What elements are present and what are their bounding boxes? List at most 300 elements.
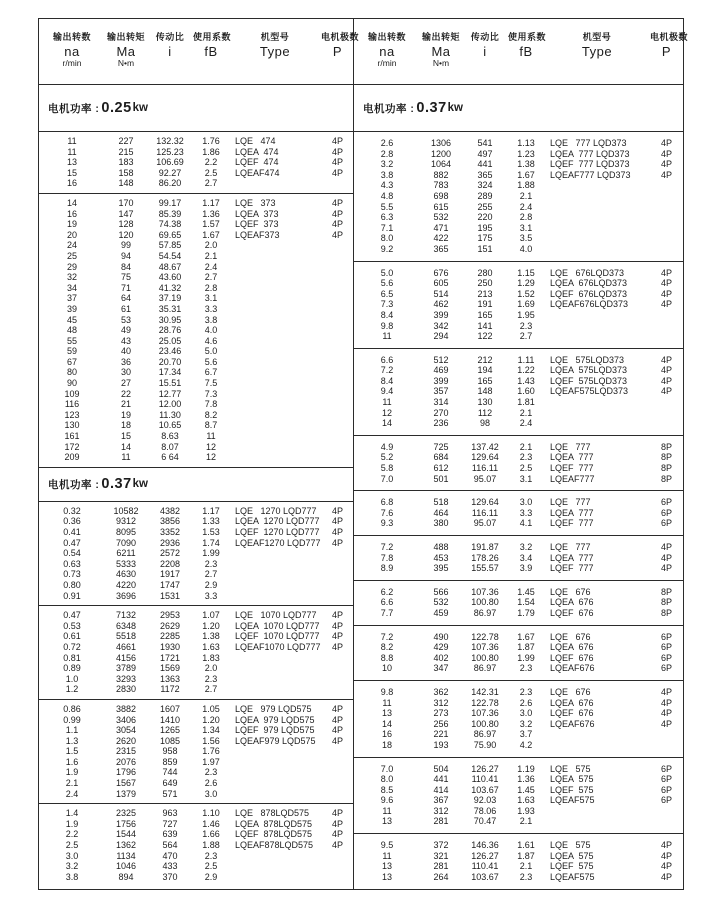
cell-service-factor: 1.69 [517, 299, 535, 310]
cell-type [229, 251, 321, 262]
cell-service-factor: 1.17 [202, 197, 220, 208]
cell-ratio: 110.41 [471, 861, 499, 872]
cell-output-speed: 14 [381, 418, 392, 429]
cell-poles [321, 569, 354, 580]
table-row [354, 497, 683, 508]
cell-output-speed: 1.1 [65, 725, 79, 736]
cell-output-speed: 16 [66, 178, 77, 189]
table-row [39, 642, 353, 653]
cell-type: LQE 777 [550, 542, 591, 552]
cell-service-factor: 1.15 [517, 267, 535, 278]
cell-service-factor: 1.36 [517, 774, 535, 785]
cell-type: LQE 777 [550, 441, 591, 452]
cell-ratio: 23.46 [158, 346, 182, 357]
cell-ratio: 107.36 [471, 586, 499, 597]
cell-service-factor: 2.1 [204, 250, 218, 261]
cell-poles: 6P [660, 652, 672, 663]
cell-type: LQE 474 [235, 136, 276, 146]
cell-poles: 4P [660, 365, 672, 376]
cell-type: LQEA 777 [550, 507, 594, 518]
cell-ratio: 1721 [159, 652, 181, 663]
cell-poles [321, 684, 354, 695]
cell-ratio: 2208 [159, 558, 181, 569]
cell-ratio: 441 [477, 159, 493, 170]
header-symbol: P [332, 44, 343, 59]
cell-type: LQEAF676LQD373 [550, 299, 629, 310]
cell-service-factor: 1.10 [202, 808, 220, 819]
cell-type: LQEA 878LQD575 [235, 818, 313, 829]
cell-output-speed: 0.32 [63, 505, 81, 516]
cell-output-torque: 61 [120, 303, 131, 314]
cell-ratio: 28.76 [158, 325, 182, 336]
cell-type: LQE 575 [550, 840, 591, 851]
cell-output-torque: 615 [433, 201, 449, 212]
cell-ratio: 107.36 [471, 642, 499, 653]
cell-output-torque: 3789 [115, 663, 137, 674]
cell-output-torque: 14 [120, 441, 131, 452]
cell-service-factor: 4.0 [519, 243, 533, 254]
cell-poles [321, 262, 354, 273]
cell-poles [650, 740, 683, 751]
cell-service-factor: 4.2 [519, 739, 533, 750]
cell-type [229, 346, 321, 357]
cell-service-factor: 1.95 [517, 309, 535, 320]
cell-output-speed: 4.9 [380, 441, 394, 452]
cell-ratio: 142.31 [471, 686, 499, 697]
cell-ratio: 122.78 [471, 697, 499, 708]
cell-output-torque: 469 [433, 365, 449, 376]
cell-output-speed: 209 [64, 452, 80, 463]
cell-output-speed: 37 [66, 293, 77, 304]
cell-ratio: 649 [162, 778, 178, 789]
cell-output-speed: 18 [381, 739, 392, 750]
cell-poles: 8P [660, 607, 672, 618]
data-block [354, 436, 683, 491]
cell-output-torque: 8095 [115, 527, 137, 537]
cell-service-factor: 1.81 [517, 397, 535, 408]
cell-type: LQEAF575LQD373 [550, 386, 629, 397]
cell-type [544, 321, 650, 332]
cell-output-speed: 16 [381, 729, 392, 740]
cell-type: LQEA 777 [550, 552, 594, 563]
header-cell-fb [508, 30, 547, 84]
cell-ratio: 15.51 [158, 378, 182, 389]
table-row [354, 223, 683, 234]
cell-output-speed: 29 [66, 261, 77, 272]
table-row [39, 746, 353, 757]
cell-output-speed: 1.9 [65, 767, 79, 778]
cell-output-torque: 4661 [115, 641, 137, 652]
cell-output-speed: 7.1 [380, 222, 394, 233]
table-row [354, 170, 683, 181]
cell-poles [321, 272, 354, 283]
cell-ratio: 365 [477, 169, 493, 180]
cell-output-torque: 215 [118, 146, 134, 157]
cell-output-torque: 19 [120, 409, 131, 420]
table-row [39, 325, 353, 336]
cell-ratio: 85.39 [158, 208, 182, 219]
cell-service-factor: 2.4 [519, 201, 533, 212]
cell-ratio: 148 [477, 386, 493, 397]
cell-output-speed: 1.6 [65, 756, 79, 767]
cell-ratio: 195 [477, 222, 493, 233]
cell-ratio: 255 [477, 201, 493, 212]
header-cell-ma [105, 30, 147, 84]
table-row [39, 653, 353, 664]
cell-ratio: 1930 [159, 641, 181, 652]
table-row [354, 452, 683, 463]
cell-output-torque: 532 [433, 597, 449, 608]
cell-ratio: 212 [477, 354, 493, 365]
cell-poles [321, 789, 354, 800]
cell-output-speed: 172 [64, 441, 80, 452]
cell-service-factor: 1.61 [517, 840, 535, 851]
cell-output-speed: 11 [382, 331, 392, 342]
cell-poles: 6P [660, 774, 672, 785]
header-symbol: na [64, 44, 80, 59]
cell-output-torque: 518 [433, 497, 449, 508]
table-row [39, 357, 353, 368]
cell-type [229, 442, 321, 453]
cell-type: LQEAF373 [235, 229, 280, 240]
cell-poles: 6P [660, 795, 672, 806]
cell-ratio: 48.67 [158, 261, 182, 272]
cell-ratio: 107.36 [471, 708, 499, 719]
cell-output-torque: 99 [120, 240, 131, 251]
table-row [354, 840, 683, 851]
cell-output-torque: 1567 [115, 778, 137, 789]
table-row [354, 816, 683, 827]
cell-type: LQEF 575 [550, 861, 594, 872]
cell-output-speed: 3.2 [65, 861, 79, 872]
cell-output-torque: 2830 [115, 684, 137, 695]
table-row [354, 653, 683, 664]
table-row [354, 785, 683, 796]
data-block [354, 132, 683, 262]
cell-service-factor: 1.19 [517, 763, 535, 774]
table-row [39, 410, 353, 421]
cell-poles [321, 746, 354, 757]
data-block [354, 681, 683, 758]
cell-output-torque: 221 [433, 729, 449, 740]
motor-power-band [39, 468, 353, 502]
cell-type [229, 580, 321, 591]
cell-service-factor: 3.2 [519, 718, 533, 729]
cell-type: LQEA 1070 LQD777 [235, 620, 320, 631]
motor-power-value: 0.37 [416, 100, 447, 116]
table-row [354, 740, 683, 751]
cell-output-torque: 1796 [115, 767, 137, 778]
cell-ratio: 191.87 [471, 542, 499, 552]
cell-output-speed: 1.0 [65, 673, 79, 684]
table-row [354, 310, 683, 321]
cell-poles: 4P [331, 641, 343, 652]
header-cn-label: 输出转矩 [106, 32, 145, 42]
cell-type: LQEA 676LQD373 [550, 278, 628, 289]
cell-service-factor: 3.2 [519, 542, 533, 552]
cell-poles [321, 653, 354, 664]
cell-service-factor: 3.8 [204, 314, 218, 325]
table-row [354, 376, 683, 387]
cell-poles: 4P [660, 718, 672, 729]
header-cell-na [354, 30, 420, 84]
table-row [39, 420, 353, 431]
header-cn-label: 传动比 [470, 32, 500, 42]
cell-type: LQEA 575 [550, 850, 594, 861]
table-row [39, 272, 353, 283]
cell-service-factor: 1.43 [517, 375, 535, 386]
cell-output-torque: 399 [433, 309, 449, 320]
cell-service-factor: 1.87 [517, 850, 535, 861]
cell-output-speed: 7.0 [380, 473, 394, 484]
cell-poles [650, 202, 683, 213]
cell-type: LQEAF575 [550, 795, 595, 806]
table-row [39, 736, 353, 747]
cell-service-factor: 1.52 [517, 288, 535, 299]
cell-type [544, 202, 650, 213]
table-row [354, 233, 683, 244]
cell-ratio: 137.42 [471, 441, 499, 452]
table-row [39, 136, 353, 147]
cell-output-speed: 2.1 [65, 778, 79, 789]
table-row [39, 569, 353, 580]
cell-service-factor: 1.38 [517, 159, 535, 170]
cell-service-factor: 1.38 [202, 631, 220, 642]
cell-output-torque: 7090 [115, 537, 137, 548]
cell-output-speed: 7.2 [380, 631, 394, 642]
table-row [39, 861, 353, 872]
cell-output-torque: 7132 [115, 610, 137, 621]
cell-ratio: 116.11 [471, 507, 499, 518]
cell-output-torque: 1756 [115, 818, 137, 829]
cell-ratio: 564 [162, 840, 178, 851]
cell-output-speed: 13 [381, 861, 392, 872]
cell-output-torque: 402 [433, 652, 449, 663]
table-row [354, 397, 683, 408]
table-row [354, 463, 683, 474]
cell-type: LQEAF1270 LQD777 [235, 537, 321, 548]
cell-service-factor: 1.34 [202, 725, 220, 736]
cell-type [544, 408, 650, 419]
cell-type: LQEA 676 [550, 597, 594, 608]
cell-ratio: 220 [477, 212, 493, 223]
cell-output-torque: 684 [433, 452, 449, 463]
cell-poles [321, 389, 354, 400]
cell-poles: 4P [331, 818, 343, 829]
cell-service-factor: 3.9 [519, 563, 533, 574]
cell-service-factor: 2.3 [204, 767, 218, 778]
cell-service-factor: 1.13 [517, 138, 535, 148]
cell-service-factor: 2.8 [204, 282, 218, 293]
cell-poles [321, 304, 354, 315]
header-cell-p [650, 30, 689, 84]
cell-poles [321, 674, 354, 685]
cell-type: LQEA 979 LQD575 [235, 714, 315, 725]
cell-service-factor: 1.20 [202, 714, 220, 725]
cell-output-speed: 12 [381, 407, 392, 418]
cell-service-factor: 7.8 [204, 399, 218, 410]
cell-service-factor: 1.79 [517, 607, 535, 618]
cell-poles: 4P [331, 219, 343, 230]
data-block [39, 804, 353, 886]
cell-service-factor: 7.5 [204, 378, 218, 389]
cell-service-factor: 1.66 [202, 829, 220, 840]
cell-output-speed: 2.5 [65, 840, 79, 851]
cell-service-factor: 1.53 [202, 527, 220, 537]
cell-output-torque: 321 [433, 850, 449, 861]
cell-type: LQE 878LQD575 [235, 808, 310, 819]
cell-poles [650, 310, 683, 321]
cell-service-factor: 1.99 [517, 652, 535, 663]
cell-output-torque: 94 [120, 250, 131, 261]
cell-ratio: 99.17 [158, 197, 182, 208]
motor-power-label: 电机功率 : [363, 102, 415, 115]
header-cell-i [147, 30, 193, 84]
cell-type [229, 283, 321, 294]
cell-ratio: 859 [162, 756, 178, 767]
table-row [354, 299, 683, 310]
cell-poles: 4P [331, 631, 343, 642]
cell-output-torque: 6211 [116, 548, 136, 559]
table-row [39, 580, 353, 591]
cell-output-speed: 80 [66, 367, 77, 378]
cell-output-speed: 3.8 [380, 169, 394, 180]
cell-ratio: 17.34 [158, 367, 182, 378]
cell-type [229, 591, 321, 602]
cell-poles: 4P [331, 840, 343, 851]
cell-output-speed: 0.47 [63, 537, 81, 548]
table-row [39, 304, 353, 315]
cell-service-factor: 5.6 [204, 356, 218, 367]
cell-service-factor: 1.63 [517, 795, 535, 806]
motor-power-label: 电机功率 : [48, 478, 100, 491]
cell-service-factor: 2.3 [519, 871, 533, 882]
cell-output-torque: 612 [433, 463, 449, 474]
cell-type [229, 757, 321, 768]
cell-service-factor: 1.76 [202, 746, 220, 757]
cell-type: LQEA 777 [550, 452, 594, 463]
cell-type: LQEF 1270 LQD777 [235, 527, 320, 537]
cell-output-speed: 0.89 [63, 663, 81, 674]
table-row [39, 715, 353, 726]
table-row [39, 631, 353, 642]
cell-ratio: 141 [477, 320, 493, 331]
cell-ratio: 280 [477, 267, 493, 278]
cell-service-factor: 1.57 [202, 219, 220, 230]
cell-poles [321, 410, 354, 421]
cell-type: LQEF 676LQD373 [550, 288, 628, 299]
cell-output-torque: 84 [120, 261, 131, 272]
table-row [39, 198, 353, 209]
cell-output-speed: 0.53 [63, 620, 81, 631]
cell-poles: 4P [660, 850, 672, 861]
cell-output-speed: 7.6 [380, 507, 394, 518]
table-row [354, 729, 683, 740]
cell-output-torque: 365 [433, 243, 449, 254]
cell-service-factor: 4.6 [204, 335, 218, 346]
table-row [354, 212, 683, 223]
cell-poles [321, 591, 354, 602]
cell-output-torque: 347 [433, 663, 449, 674]
cell-poles [321, 283, 354, 294]
cell-ratio: 541 [477, 138, 493, 148]
header-cell-ma [420, 30, 462, 84]
cell-ratio: 86.97 [473, 663, 497, 674]
cell-type [229, 178, 321, 189]
cell-output-speed: 9.6 [380, 795, 394, 806]
cell-output-torque: 725 [433, 441, 449, 452]
cell-ratio: 54.54 [158, 250, 182, 261]
table-row [39, 663, 353, 674]
cell-poles: 6P [660, 763, 672, 774]
cell-service-factor: 2.4 [204, 261, 218, 272]
cell-ratio: 100.80 [471, 652, 499, 663]
cell-ratio: 86.20 [158, 178, 182, 189]
cell-service-factor: 2.0 [204, 240, 218, 251]
cell-ratio: 12.77 [158, 388, 182, 399]
cell-ratio: 37.19 [158, 293, 182, 304]
table-row [354, 408, 683, 419]
cell-poles [321, 757, 354, 768]
cell-type: LQE 777 [550, 497, 591, 508]
cell-output-speed: 9.8 [380, 686, 394, 697]
cell-ratio: 1085 [159, 735, 181, 746]
cell-ratio: 100.80 [471, 597, 499, 608]
cell-type: LQEA 1270 LQD777 [235, 516, 320, 527]
cell-type [229, 452, 321, 463]
table-row [354, 159, 683, 170]
cell-poles: 8P [660, 473, 672, 484]
cell-ratio: 103.67 [471, 871, 499, 882]
table-row [354, 418, 683, 429]
cell-output-speed: 11 [382, 805, 392, 816]
motor-power-label: 电机功率 : [48, 102, 100, 115]
cell-service-factor: 3.1 [519, 222, 533, 233]
table-row [354, 321, 683, 332]
cell-output-torque: 2315 [115, 746, 137, 757]
cell-poles: 4P [660, 375, 672, 386]
cell-ratio: 103.67 [471, 784, 499, 795]
cell-output-speed: 5.6 [380, 278, 394, 289]
cell-type: LQEAF676 [550, 663, 595, 674]
cell-output-speed: 7.8 [380, 552, 394, 563]
cell-output-torque: 4156 [115, 652, 137, 663]
cell-output-speed: 59 [66, 346, 77, 357]
cell-type: LQE 373 [235, 197, 276, 208]
cell-type [229, 304, 321, 315]
cell-ratio: 110.41 [471, 774, 499, 785]
cell-service-factor: 3.4 [519, 552, 533, 563]
table-row [39, 389, 353, 400]
cell-poles [321, 861, 354, 872]
cell-output-torque: 5333 [115, 558, 137, 569]
cell-ratio: 126.27 [471, 850, 499, 861]
cell-service-factor: 1.74 [202, 537, 220, 548]
cell-output-torque: 170 [118, 197, 134, 208]
cell-service-factor: 8.7 [204, 420, 218, 431]
cell-output-speed: 1.5 [65, 746, 79, 757]
header-symbol: i [483, 44, 487, 59]
table-row [39, 251, 353, 262]
cell-output-speed: 11 [382, 397, 392, 408]
cell-ratio: 25.05 [158, 335, 182, 346]
cell-output-speed: 0.80 [63, 579, 81, 590]
table-row [39, 262, 353, 273]
cell-output-torque: 1544 [115, 829, 137, 840]
cell-output-speed: 5.0 [380, 267, 394, 278]
data-block [39, 700, 353, 804]
cell-output-speed: 7.3 [380, 299, 394, 310]
